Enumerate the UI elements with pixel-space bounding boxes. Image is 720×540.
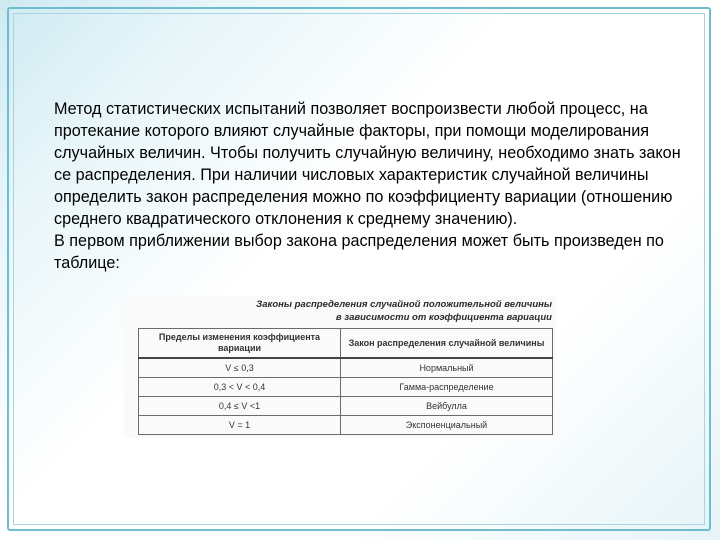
table-cell-variation: 0,4 ≤ V <1 xyxy=(139,397,341,416)
table-cell-variation: 0,3 < V < 0,4 xyxy=(139,378,341,397)
table-caption xyxy=(124,296,556,324)
table-cell-law: Экспоненциальный xyxy=(341,416,553,435)
slide-body-text xyxy=(54,98,684,274)
table-header-row xyxy=(139,329,553,359)
paragraph-method-description: Метод статистических испытаний позволяет воспроизвести любой процесс, на протекание которого влияют случайные факторы, при помощи моделирования случайных величин. Чтобы получить случайную величину, необходимо знать закон се распределения. При наличии числовых характеристик случайной величины определить закон распределения можно по коэффициенту вариации (отношению среднего квадратического отклонения к среднему значению). xyxy=(54,100,681,228)
distribution-table xyxy=(138,328,553,435)
table-cell-law: Гамма-распределение xyxy=(341,378,553,397)
table-cell-variation: V = 1 xyxy=(139,416,341,435)
table-caption-line-1: Законы распределения случайной положительной величины xyxy=(256,299,552,310)
header-variation-limits: Пределы изменения коэффициента вариации xyxy=(139,329,341,359)
table-row xyxy=(139,358,553,378)
paragraph-table-intro: В первом приближении выбор закона распределения может быть произведен по таблице: xyxy=(54,232,664,272)
table-row xyxy=(139,378,553,397)
table-cell-law: Вейбулла xyxy=(341,397,553,416)
distribution-table-image xyxy=(124,296,556,438)
header-distribution-law: Закон распределения случайной величины xyxy=(341,329,553,359)
table-row xyxy=(139,416,553,435)
table-caption-line-2: в зависимости от коэффициента вариации xyxy=(335,312,552,323)
table-cell-law: Нормальный xyxy=(341,358,553,378)
table-row xyxy=(139,397,553,416)
table-cell-variation: V ≤ 0,3 xyxy=(139,358,341,378)
